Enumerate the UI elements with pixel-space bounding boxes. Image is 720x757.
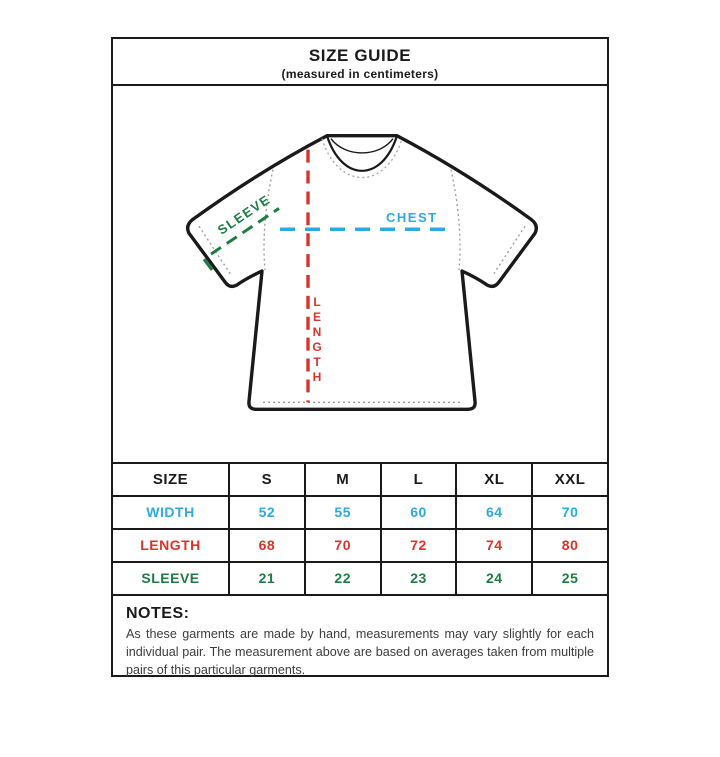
length-label: LENGTH — [310, 295, 324, 385]
header-xl: XL — [457, 464, 531, 495]
header-l: L — [382, 464, 456, 495]
header-s: S — [230, 464, 304, 495]
guide-header — [113, 39, 607, 86]
table-cell: 70 — [533, 497, 607, 528]
row-label-width: WIDTH — [113, 497, 228, 528]
notes-body: As these garments are made by hand, measurements may vary slightly for each individual pair. The measurement above are based on averages taken from multiple pairs of this particular garments. — [126, 627, 594, 677]
row-label-length: LENGTH — [113, 530, 228, 561]
chest-label: CHEST — [386, 210, 438, 225]
tshirt-diagram-panel — [113, 86, 607, 464]
table-cell: 72 — [382, 530, 456, 561]
tshirt-diagram — [113, 86, 607, 462]
tshirt-outline — [188, 136, 537, 410]
table-cell: 68 — [230, 530, 304, 561]
table-cell: 60 — [382, 497, 456, 528]
table-cell: 52 — [230, 497, 304, 528]
header-size: SIZE — [113, 464, 228, 495]
header-m: M — [306, 464, 380, 495]
table-cell: 70 — [306, 530, 380, 561]
page-title: SIZE GUIDE — [308, 46, 412, 65]
size-table — [113, 464, 607, 596]
table-cell: 74 — [457, 530, 531, 561]
page-subtitle: (measured in centimeters) — [281, 67, 439, 81]
table-cell: 25 — [533, 563, 607, 594]
row-label-sleeve: SLEEVE — [113, 563, 228, 594]
table-cell: 21 — [230, 563, 304, 594]
table-cell: 22 — [306, 563, 380, 594]
table-cell: 23 — [382, 563, 456, 594]
notes-heading: NOTES: — [126, 605, 190, 622]
size-guide-sheet — [111, 37, 609, 677]
table-cell: 64 — [457, 497, 531, 528]
header-xxl: XXL — [533, 464, 607, 495]
sleeve-label: SLEEVE — [214, 191, 274, 238]
table-cell: 24 — [457, 563, 531, 594]
table-cell: 80 — [533, 530, 607, 561]
table-cell: 55 — [306, 497, 380, 528]
notes-section — [113, 596, 607, 675]
